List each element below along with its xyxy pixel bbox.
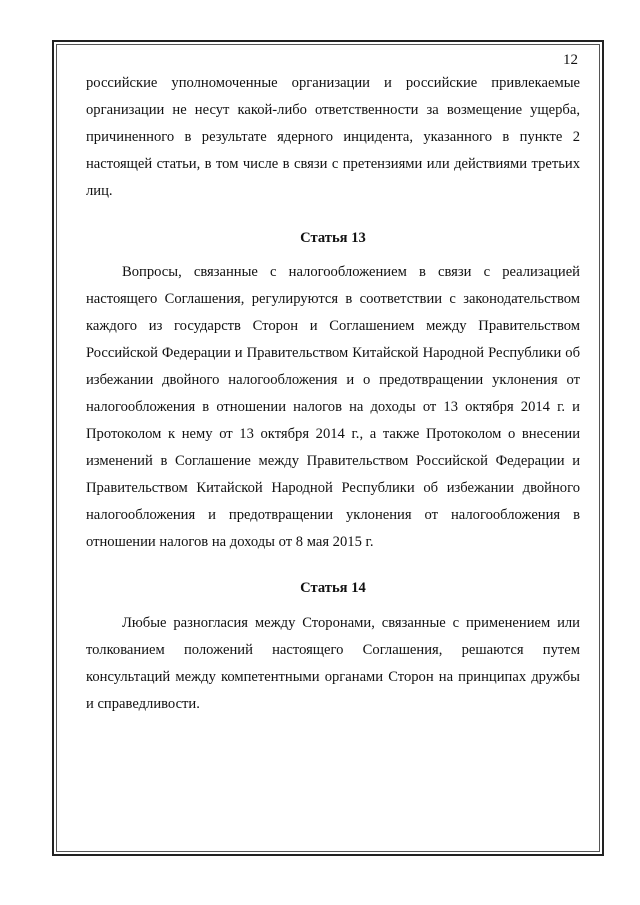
intro-paragraph: российские уполномоченные организации и российские привлекаемые организации не несут какой-либо ответственности за возмещение ущерба, причиненного в результате ядерного инцидента, указанного в пункте 2 настоящей статьи, в том числе в связи с претензиями или действиями третьих лиц. (86, 75, 580, 199)
document-body (86, 70, 580, 718)
article-14-title: Статья 14 (300, 580, 366, 597)
article-13-text: Вопросы, связанные с налогообложением в связи с реализацией настоящего Соглашения, регулируются в соответствии с законодательством каждого из государств Сторон и Соглашением между Правительством Российской Федерации и Правительством Китайской Народной Республики об избежании двойного налогообложения и о предотвращении уклонения от налогообложения в отношении налогов на доходы от 13 октября 2014 г. и Протоколом к нему от 13 октября 2014 г., а также Протоколом о внесении изменений в Соглашение между Правительством Российской Федерации и Правительством Китайской Народной Республики об избежании двойного налогообложения и предотвращении уклонения от налогообложения в отношении налогов на доходы от 8 мая 2015 г. (86, 264, 580, 550)
article-14-text: Любые разногласия между Сторонами, связанные с применением или толкованием положений настоящего Соглашения, решаются путем консультаций между компетентными органами Сторон на принципах дружбы и справедливости. (86, 615, 580, 713)
page-number: 12 (563, 52, 578, 68)
article-13-title: Статья 13 (300, 229, 366, 246)
